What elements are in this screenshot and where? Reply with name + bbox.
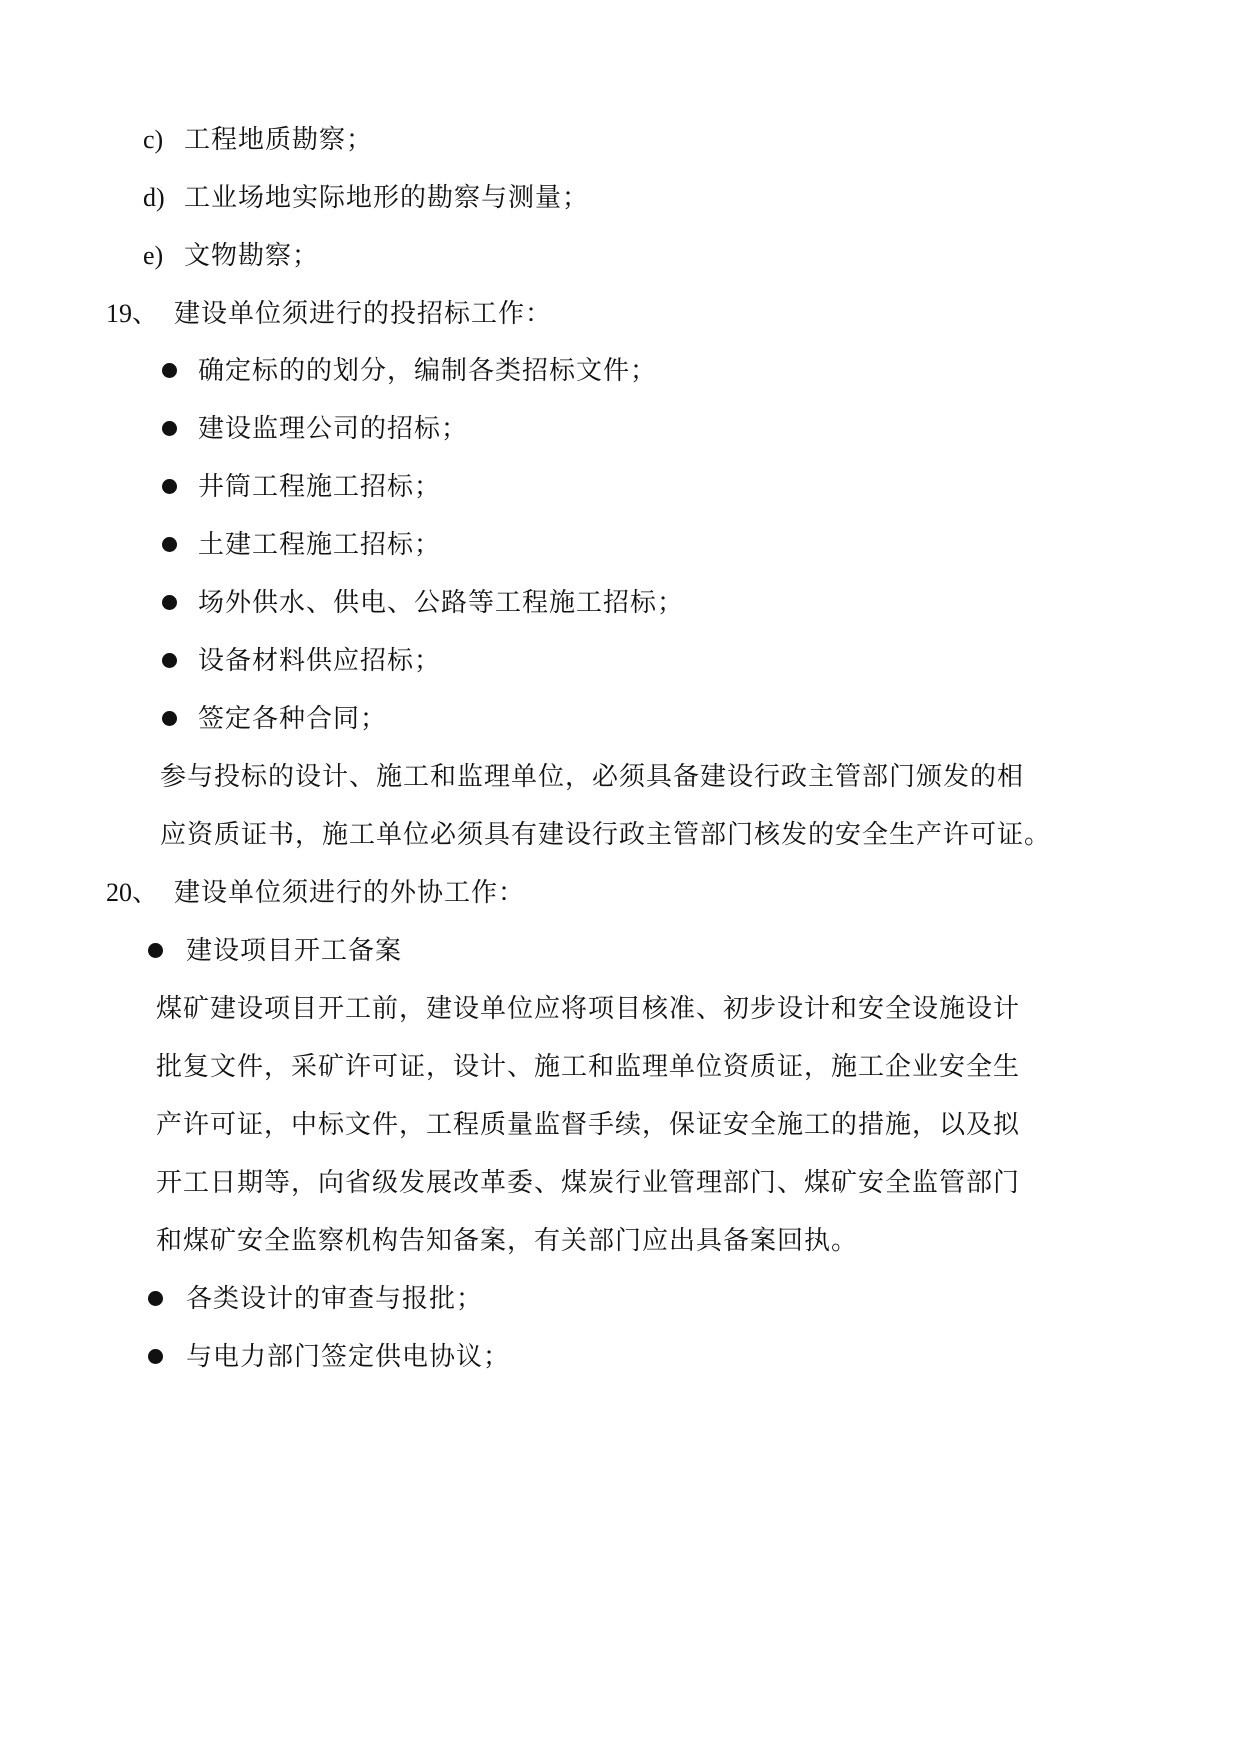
sub-item-text: 工业场地实际地形的勘察与测量； (184, 183, 590, 213)
note-line: 应资质证书，施工单位必须具有建设行政主管部门核发的安全生产许可证。 (160, 820, 1052, 850)
list-item: 设备材料供应招标； (198, 646, 442, 676)
sub-item-marker: e) (143, 241, 164, 270)
section-title: 建设单位须进行的外协工作： (174, 878, 526, 908)
paragraph-line: 批复文件，采矿许可证，设计、施工和监理单位资质证，施工企业安全生 (156, 1052, 1021, 1082)
paragraph-line: 和煤矿安全监察机构告知备案，有关部门应出具备案回执。 (156, 1226, 859, 1256)
list-item: 签定各种合同； (198, 704, 388, 734)
list-item: 井筒工程施工招标； (198, 472, 442, 502)
sub-item-text: 文物勘察； (184, 241, 320, 271)
bullet-dot-icon (162, 653, 177, 668)
section-number: 20、 (106, 878, 159, 907)
bullet-dot-icon (162, 595, 177, 610)
bullet-dot-icon (162, 711, 177, 726)
sub-item-marker: c) (143, 125, 164, 154)
section-number: 19、 (106, 299, 159, 328)
bullet-dot-icon (148, 1349, 163, 1364)
section-title: 建设单位须进行的投招标工作： (174, 299, 553, 329)
paragraph-line: 煤矿建设项目开工前，建设单位应将项目核准、初步设计和安全设施设计 (156, 994, 1021, 1024)
paragraph-line: 产许可证，中标文件，工程质量监督手续，保证安全施工的措施，以及拟 (156, 1110, 1021, 1140)
sub-item-text: 工程地质勘察； (184, 125, 374, 155)
list-item: 土建工程施工招标； (198, 530, 442, 560)
bullet-dot-icon (148, 943, 163, 958)
list-item: 场外供水、供电、公路等工程施工招标； (198, 588, 685, 618)
bullet-dot-icon (148, 1291, 163, 1306)
list-item: 建设项目开工备案 (186, 936, 403, 966)
paragraph-line: 开工日期等，向省级发展改革委、煤炭行业管理部门、煤矿安全监管部门 (156, 1168, 1021, 1198)
list-item: 与电力部门签定供电协议； (186, 1342, 511, 1372)
sub-item-marker: d) (143, 183, 165, 212)
bullet-dot-icon (162, 421, 177, 436)
list-item: 建设监理公司的招标； (198, 414, 469, 444)
bullet-dot-icon (162, 363, 177, 378)
list-item: 各类设计的审查与报批； (186, 1284, 484, 1314)
bullet-dot-icon (162, 479, 177, 494)
note-line: 参与投标的设计、施工和监理单位，必须具备建设行政主管部门颁发的相 (160, 762, 1025, 792)
list-item: 确定标的的划分，编制各类招标文件； (198, 356, 658, 386)
bullet-dot-icon (162, 537, 177, 552)
